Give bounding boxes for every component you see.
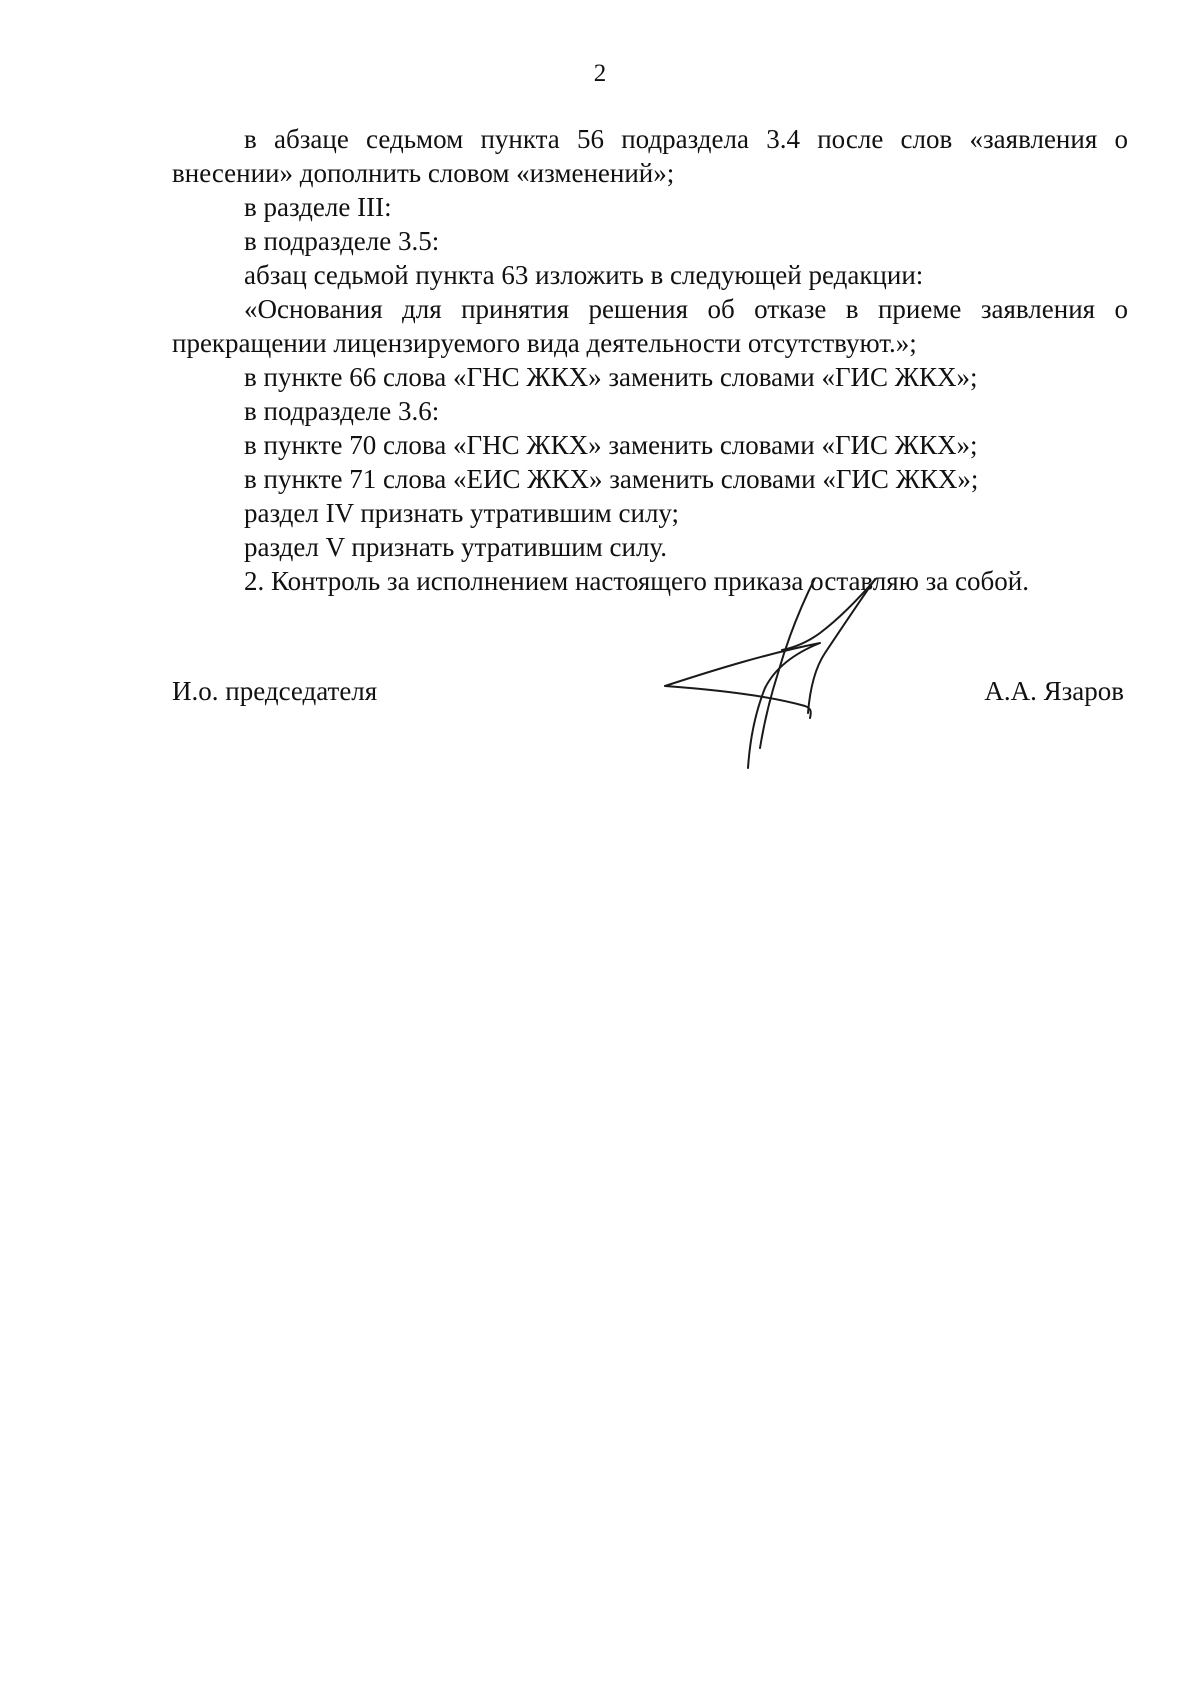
paragraph: в подразделе 3.6:	[244, 396, 440, 426]
paragraph: в разделе III:	[244, 192, 392, 222]
paragraph: абзац седьмой пункта 63 изложить в следующей редакции:	[244, 260, 924, 290]
signature-block	[172, 676, 1128, 716]
signer-position: И.о. председателя	[172, 676, 378, 706]
paragraph: раздел V признать утратившим силу.	[244, 532, 667, 562]
document-body	[172, 122, 1128, 598]
paragraph: 2. Контроль за исполнением настоящего приказа оставляю за собой.	[244, 566, 1029, 596]
signature-stroke	[760, 578, 815, 748]
paragraph: «Основания для принятия решения об отказе в приеме заявления о прекращении лицензируемого вида деятельности отсутствуют.»;	[172, 294, 1128, 358]
paragraph: в пункте 66 слова «ГНС ЖКХ» заменить словами «ГИС ЖКХ»;	[244, 362, 978, 392]
paragraph: в пункте 71 слова «ЕИС ЖКХ» заменить словами «ГИС ЖКХ»;	[244, 464, 979, 494]
paragraph: в подразделе 3.5:	[244, 226, 440, 256]
paragraph: в абзаце седьмом пункта 56 подраздела 3.4 после слов «заявления о внесении» дополнить словом «изменений»;	[172, 124, 1128, 188]
page-number: 2	[593, 60, 607, 87]
paragraph: раздел IV признать утратившим силу;	[244, 498, 680, 528]
paragraph: в пункте 70 слова «ГНС ЖКХ» заменить словами «ГИС ЖКХ»;	[244, 430, 978, 460]
signer-name: А.А. Язаров	[984, 676, 1124, 706]
